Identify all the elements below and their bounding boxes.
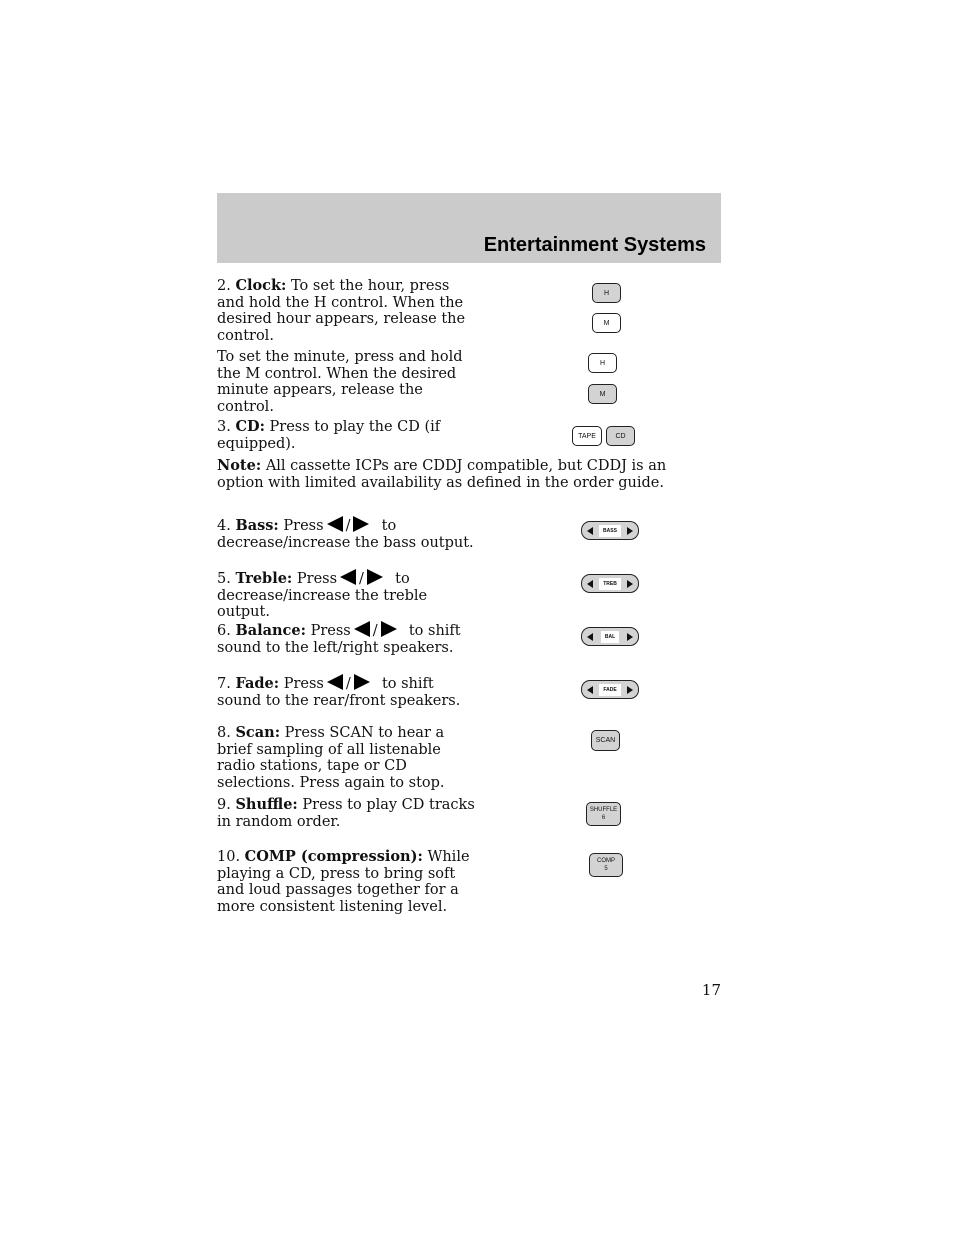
slash: / [345,676,351,692]
left-arrow-icon [327,516,343,532]
bass-rocker-button [581,521,639,540]
left-arrow-icon [327,674,343,690]
cd-button: CD [606,426,635,446]
item-term: COMP (compression): [244,848,423,865]
item-number: 3. [217,419,231,435]
item-term: Fade: [235,675,280,692]
slash: / [345,518,351,534]
right-arrow-icon [627,527,633,535]
scan-button: SCAN [591,730,620,751]
item-text: Press [310,623,351,639]
item-text: To set the minute, press and hold the M control. When the desired minute appears, release the control. [217,349,463,415]
slash: / [372,623,378,639]
item-term: Clock: [235,277,287,294]
item-number: 5. [217,571,231,587]
minute-button: M [588,384,617,404]
left-arrow-icon [587,686,593,694]
right-arrow-icon [367,569,383,585]
item-text: Press [283,676,324,692]
item-text: sound to the rear/front speakers. [217,692,461,709]
cd-note [217,458,717,491]
fade-rocker-button [581,680,639,699]
comp-button [589,853,623,877]
item-text: Press [296,571,338,587]
slash: / [359,571,364,587]
item-number: 7. [217,676,231,692]
item-number: 6. [217,623,231,639]
item-text: decrease/increase the bass output. [217,534,474,551]
item-number: 10. [217,849,241,865]
item-text: Press SCAN to hear a brief sampling of all listenable radio stations, tape or CD selections. Press again to stop. [217,725,445,791]
item-number: 9. [217,797,231,813]
minute-button: M [592,313,621,333]
item-term: Bass: [235,517,279,534]
right-arrow-icon [353,516,369,532]
rocker-label: BAL [601,631,619,643]
tape-button: TAPE [572,426,602,446]
cd-paragraph [217,419,475,452]
item-term: CD: [235,418,265,435]
right-arrow-icon [627,580,633,588]
right-arrow-icon [627,633,633,641]
hour-button: H [588,353,617,373]
right-arrow-icon [354,674,370,690]
item-text: Press to play CD tracks in random order. [217,797,475,830]
scan-paragraph [217,725,475,791]
page-number: 17 [701,981,721,999]
item-term: Shuffle: [235,796,298,813]
button-label: COMP [597,858,615,864]
left-arrow-icon [340,569,356,585]
item-text: to [395,571,410,587]
item-term: Balance: [235,622,306,639]
clock-minute-paragraph [217,349,475,415]
item-text: To set the hour, press and hold the H control. When the desired hour appears, release the control. [217,278,466,344]
item-text: Press [283,518,324,534]
item-text: sound to the left/right speakers. [217,639,454,656]
left-arrow-icon [587,633,593,641]
item-text: to [381,518,397,534]
item-term: Treble: [235,570,293,587]
fade-paragraph [217,674,477,709]
item-text: to shift [408,623,461,639]
balance-rocker-button [581,627,639,646]
treble-paragraph [217,569,477,621]
treble-rocker-button [581,574,639,593]
item-text: While playing a CD, press to bring soft and loud passages together for a more consistent listening level. [217,849,470,915]
left-arrow-icon [587,527,593,535]
item-term: Scan: [235,724,281,741]
clock-paragraph [217,278,475,344]
rocker-label: FADE [599,684,620,696]
rocker-label: BASS [599,525,621,537]
item-number: 8. [217,725,231,741]
left-arrow-icon [354,621,370,637]
right-arrow-icon [381,621,397,637]
preset-number: 6 [601,815,606,821]
shuffle-button [586,802,621,826]
item-text: decrease/increase the treble output. [217,587,428,621]
item-number: 4. [217,518,231,534]
left-arrow-icon [587,580,593,588]
section-title: Entertainment Systems [483,234,706,256]
rocker-label: TREB [599,578,621,590]
note-term: Note: [217,457,262,474]
bass-paragraph [217,516,477,551]
balance-paragraph [217,621,477,656]
comp-paragraph [217,849,475,915]
note-text: All cassette ICPs are CDDJ compatible, but CDDJ is an option with limited availability as defined in the order guide. [217,458,667,491]
section-header [217,193,721,263]
shuffle-paragraph [217,797,475,830]
right-arrow-icon [627,686,633,694]
item-text: to shift [381,676,434,692]
hour-button: H [592,283,621,303]
button-label: SHUFFLE [589,807,618,813]
preset-number: 5 [604,866,608,872]
item-number: 2. [217,278,231,294]
item-text: Press to play the CD (if equipped). [217,419,441,452]
